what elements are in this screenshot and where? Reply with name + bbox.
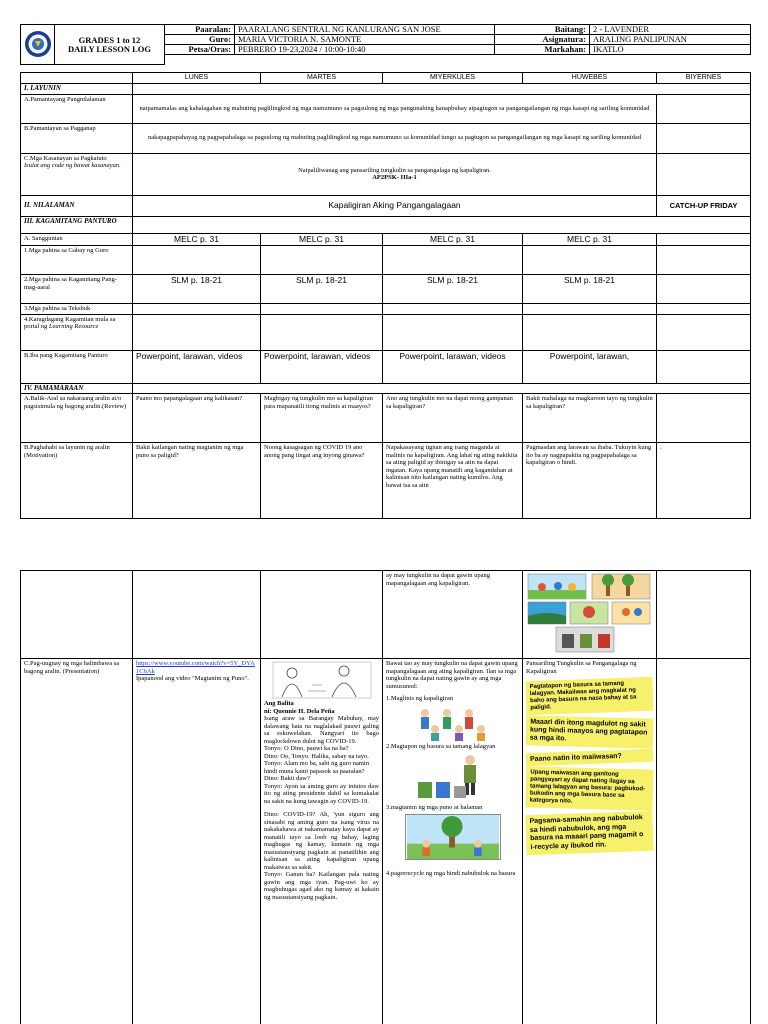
tungkulin-item-3: 3.magtanim ng mga puno at halaman	[386, 804, 483, 811]
sanggunian-martes: MELC p. 31	[261, 233, 383, 246]
section-layunin: I. LAYUNIN	[21, 84, 133, 95]
tungkulin-item-2: 2.Magtapon ng basura sa tamang lalagyan	[386, 742, 496, 750]
lesson-log-page2	[20, 570, 751, 1024]
deped-seal	[21, 25, 55, 65]
tungkulin-item-1: 1.Maglinis ng kapaligiran	[386, 695, 453, 702]
lesson-log-table	[20, 72, 751, 519]
pamantayang-pangnilalaman: naipamamalas ang kahalagahan ng mabuting paglilingkod ng mga namumuno sa pagsulong ng mga pangunahing hanapbuhay atpagtugon sa pangangailangan ng mga kasapi ng sariling komunidad	[133, 94, 657, 123]
news-sketch-image	[272, 661, 372, 699]
pag-uugnay-huwebes	[523, 659, 657, 1024]
row-label-balik-aral: A.Balik-Aral sa nakaraang aralin at/o pagsisimula ng bagong aralin.(Review)	[21, 394, 133, 443]
environment-pictures-image	[526, 572, 652, 654]
kasanayan-cell	[133, 153, 657, 195]
balik-martes: Magbigay ng tungkulin mo sa kapaligiran para mapanatili itong malinis at maayos?	[261, 394, 383, 443]
section-nilalaman: II. NILALAMAN	[21, 195, 133, 216]
paghahabi-lunes: Bakit kailangan nating magtanim ng mga puno sa paligid?	[133, 443, 261, 519]
balik-huwebes: Bakit mahalaga na magkaroon tayo ng tungkulin sa kapaligiran?	[523, 394, 657, 443]
note-paano: Paano natin ito maiiwasan?	[526, 749, 653, 766]
thu-title: Pansariling Tungkulin sa Pangangalaga ng Kapaligiran	[526, 660, 637, 675]
pag-uugnay-miyerkules	[383, 659, 523, 1024]
news-story: Isang araw sa Barangay Mabuhay, may dalawang bata na naglalakad pauwi galing sa eskuwelahan. Nangyari ito bago maglockdown dulot ng COVID-19.	[264, 715, 379, 745]
label-paaralan: Paaralan:	[165, 25, 235, 35]
kagamitang-lunes: SLM p. 18-21	[133, 275, 261, 304]
balik-lunes: Paano mo papangalagaan ang kalikasan?	[133, 394, 261, 443]
dialog-line: Dino: Bakit daw?	[264, 775, 310, 782]
catchup-friday: CATCH-UP FRIDAY	[657, 195, 751, 216]
row-label-kasanayan	[21, 153, 133, 195]
kasanayan-label: C.Mga Kasanayan sa Pagkatuto	[24, 154, 107, 162]
value-paaralan: PAARALANG SENTRAL NG KANLURANG SAN JOSE	[235, 25, 495, 35]
dialog-line: Tonyo: O Dino, pauwi ka na ba?	[264, 745, 349, 752]
news-author: ni: Quennie H. Dela Peña	[264, 707, 335, 715]
value-guro: MARIA VICTORIA N. SAMONTE	[235, 35, 495, 45]
log-title	[55, 25, 165, 65]
deped-seal-icon	[24, 30, 52, 58]
iba-lunes: Powerpoint, larawan, videos	[133, 350, 261, 383]
label-markahan: Markahan:	[495, 45, 590, 55]
kagamitang-huwebes: SLM p. 18-21	[523, 275, 657, 304]
sanggunian-miyerkules: MELC p. 31	[383, 233, 523, 246]
sanggunian-lunes: MELC p. 31	[133, 233, 261, 246]
karagdagang-label: 4.Karagdagang Kagamitan mula sa portal ng	[24, 315, 116, 330]
karagdagang-italic: Learning Resource	[48, 323, 99, 330]
row-label-pamantayang-pangnilalaman: A.Pamantayang Pangnilalaman	[21, 94, 133, 123]
dialog-line: Tonyo: Ayon sa aming guro ay iniutos daw ito ng ating presidente dahil sa kumakalat na sakit na kung tawagin ay COVID-19.	[264, 782, 379, 805]
day-martes: MARTES	[261, 73, 383, 84]
section-kagamitan: III. KAGAMITANG PANTURO	[21, 216, 133, 233]
kasanayan-code: AP2PSK- IIIa-1	[372, 174, 417, 181]
video-instruction: Ipapanood ang video "Magtanim ng Puno".	[136, 675, 249, 682]
dialog-tonyo: Tonyo: Ganun ba? Kailangan pala nating gawin ang mga iyan. Pag-uwi ko ay maghuhugas agad ako ng kamay at kakain ng masustansiyang pagkain.	[264, 871, 379, 901]
title-line1: GRADES 1 to 12	[78, 34, 141, 45]
tungkulin-item-4: 4.pagrerecycle ng mga hindi nabubulok na basura	[386, 869, 516, 877]
paghahabi-huwebes: Pagmasdan ang larawan sa ibaba. Tukuyin kung ito ba ay nagpapakita ng pagpapahalaga sa kapaligiran o hindi.	[523, 443, 657, 519]
kagamitang-martes: SLM p. 18-21	[261, 275, 383, 304]
value-asignatura: ARALING PANLIPUNAN	[590, 35, 751, 45]
day-huwebes: HUWEBES	[523, 73, 657, 84]
label-baitang: Baitang:	[495, 25, 590, 35]
tungkulin-intro: Bawat tao ay may tungkulin na dapat gawin upang mapangalagaan ang ating kapaligiran. Ilan sa mga tungkulin na dapat nating gawin ay ang mga sumusunod:	[386, 660, 518, 690]
row-label-iba-pang-kagamitan: B.Iba pang Kagamitang Panturo	[21, 350, 133, 383]
note-sakit: Maaari din itong magdulot ng sakit kung hindi maayos ang pagtatapon sa mga ito.	[526, 715, 654, 748]
iba-huwebes: Powerpoint, larawan,	[523, 350, 657, 383]
pamantayan-pagganap: nakapagpapahayag ng pagpapahalaga sa pagsulong ng mabuting paglilingkod ng mga namumuno sa komunidad tungo sa pagtugon sa pangangailangan ng mga kasapi ng sariling komunidad	[133, 123, 657, 153]
paghahabi-martes: Noong kasagsagan ng COVID 19 ano anong pang iingat ang inyong ginawa?	[261, 443, 383, 519]
dialog-line: Tonyo: Alam mo ba, sabi ng guro namin hindi muna kami papasok sa paaralan?	[264, 760, 369, 775]
value-markahan: IKATLO	[590, 45, 751, 55]
value-baitang: 2 - LAVENDER	[590, 25, 751, 35]
balik-miyerkules: Ano ang tungkulin mo na dapat mong gampanan sa kapaligiran?	[383, 394, 523, 443]
pag-uugnay-martes	[261, 659, 383, 1024]
note-basura: Pagtatapon ng basura sa tamang lalagyan. Makaiiwas ang magkalat ng baho ang basura na nasa bahay at sa paligid.	[525, 677, 653, 715]
dialog-dino: Dino: COVID-19? Ah, 'yun siguro ang sinasabi ng aming guro na isang virus na nakakahawa at nakamamatay kaya dapat ay manatili tayo sa loob ng bahay, laging maghugas ng kamay, kumain ng mga masustansiyang pagkain at panatilihin ang kalinisan sa ating kapaligiran upang makaiwas sa sakit.	[264, 811, 379, 871]
row-label-gabay: 1.Mga pahina sa Gabay ng Guro	[21, 246, 133, 275]
value-petsa: PEBRERO 19-23,2024 / 10:00-10:40	[235, 45, 495, 55]
row-label-paghahabi: B.Paghahabi sa layunin ng aralin (Motivation)	[21, 443, 133, 519]
section-pamamaraan: IV. PAMAMARAAN	[21, 383, 133, 394]
day-lunes: LUNES	[133, 73, 261, 84]
row-label-pag-uugnay: C.Pag-uugnay ng mga halimbawa sa bagong aralin. (Presentation)	[21, 659, 133, 1024]
iba-martes: Powerpoint, larawan, videos	[261, 350, 383, 383]
row-label-sanggunian: A. Sanggunian	[21, 233, 133, 246]
pag-uugnay-lunes	[133, 659, 261, 1024]
day-miyerkules: MIYERKULES	[383, 73, 523, 84]
sanggunian-huwebes: MELC p. 31	[523, 233, 657, 246]
dialog-line: Dino: Oo, Tonyo. Halika, sabay na tayo.	[264, 752, 369, 760]
kasanayan-text: Naipaliliwanag ang pansariling tungkulin sa pangangalaga ng kapaligiran.	[298, 166, 491, 174]
kagamitang-miyerkules: SLM p. 18-21	[383, 275, 523, 304]
label-petsa: Petsa/Oras:	[165, 45, 235, 55]
nilalaman-value: Kapaligiran Aking Pangangalagaan	[133, 195, 657, 216]
paghahabi-biyernes: .	[657, 443, 751, 519]
note-iwasan: Upang maiwasan ang ganitong pangyayari ay dapat nating ilagay sa tamang lalagyan ang basura: pagbukod-bukodin ang mga basura base sa kategorya nito.	[525, 766, 653, 810]
row-label-kagamitang: 2.Mga pahina sa Kagamitang Pang-mag-aaral	[21, 275, 133, 304]
row-label-teksbuk: 3.Mga pahina sa Teksbuk	[21, 304, 133, 315]
video-link[interactable]: https://www.youtube.com/watch?v=5Y_DYA1C6Ak	[136, 660, 255, 675]
cont-miyerkules: ay may tungkulin na dapat gawin upang mapangalagaan ang kapaligiran.	[383, 571, 523, 659]
news-title: Ang Balita	[264, 700, 294, 707]
row-label-pamantayan-pagganap: B.Pamantayan sa Pagganap	[21, 123, 133, 153]
label-asignatura: Asignatura:	[495, 35, 590, 45]
label-guro: Guro:	[165, 35, 235, 45]
huwebes-images	[523, 571, 657, 659]
trash-bins-image	[408, 752, 498, 802]
iba-miyerkules: Powerpoint, larawan, videos	[383, 350, 523, 383]
row-label-karagdagang	[21, 314, 133, 350]
kasanayan-note: Isulat ang code ng bawat kasanayan.	[24, 162, 121, 169]
paghahabi-miyerkules: Napakasayang tignan ang isang maganda at malinis na kapaligiran. Ang lahat ng ating nakikita sa ating paligid ay ibinigay sa atin na dapat ingatan. Kaya upang manatili ang kagandahan at kalinisan nito kailangan nating kumilos. Ang bawat isa sa atin	[383, 443, 523, 519]
day-biyernes: BIYERNES	[657, 73, 751, 84]
header-table	[20, 24, 751, 65]
tree-planting-image	[405, 814, 501, 860]
title-line2: DAILY LESSON LOG	[68, 43, 151, 54]
cleaning-image	[413, 705, 493, 741]
note-pagsama: Pagsama-samahin ang nabubulok sa hindi nabubulok, ang mga basura na maaari pang magamit o i-recycle ay ibukod rin.	[525, 811, 653, 855]
